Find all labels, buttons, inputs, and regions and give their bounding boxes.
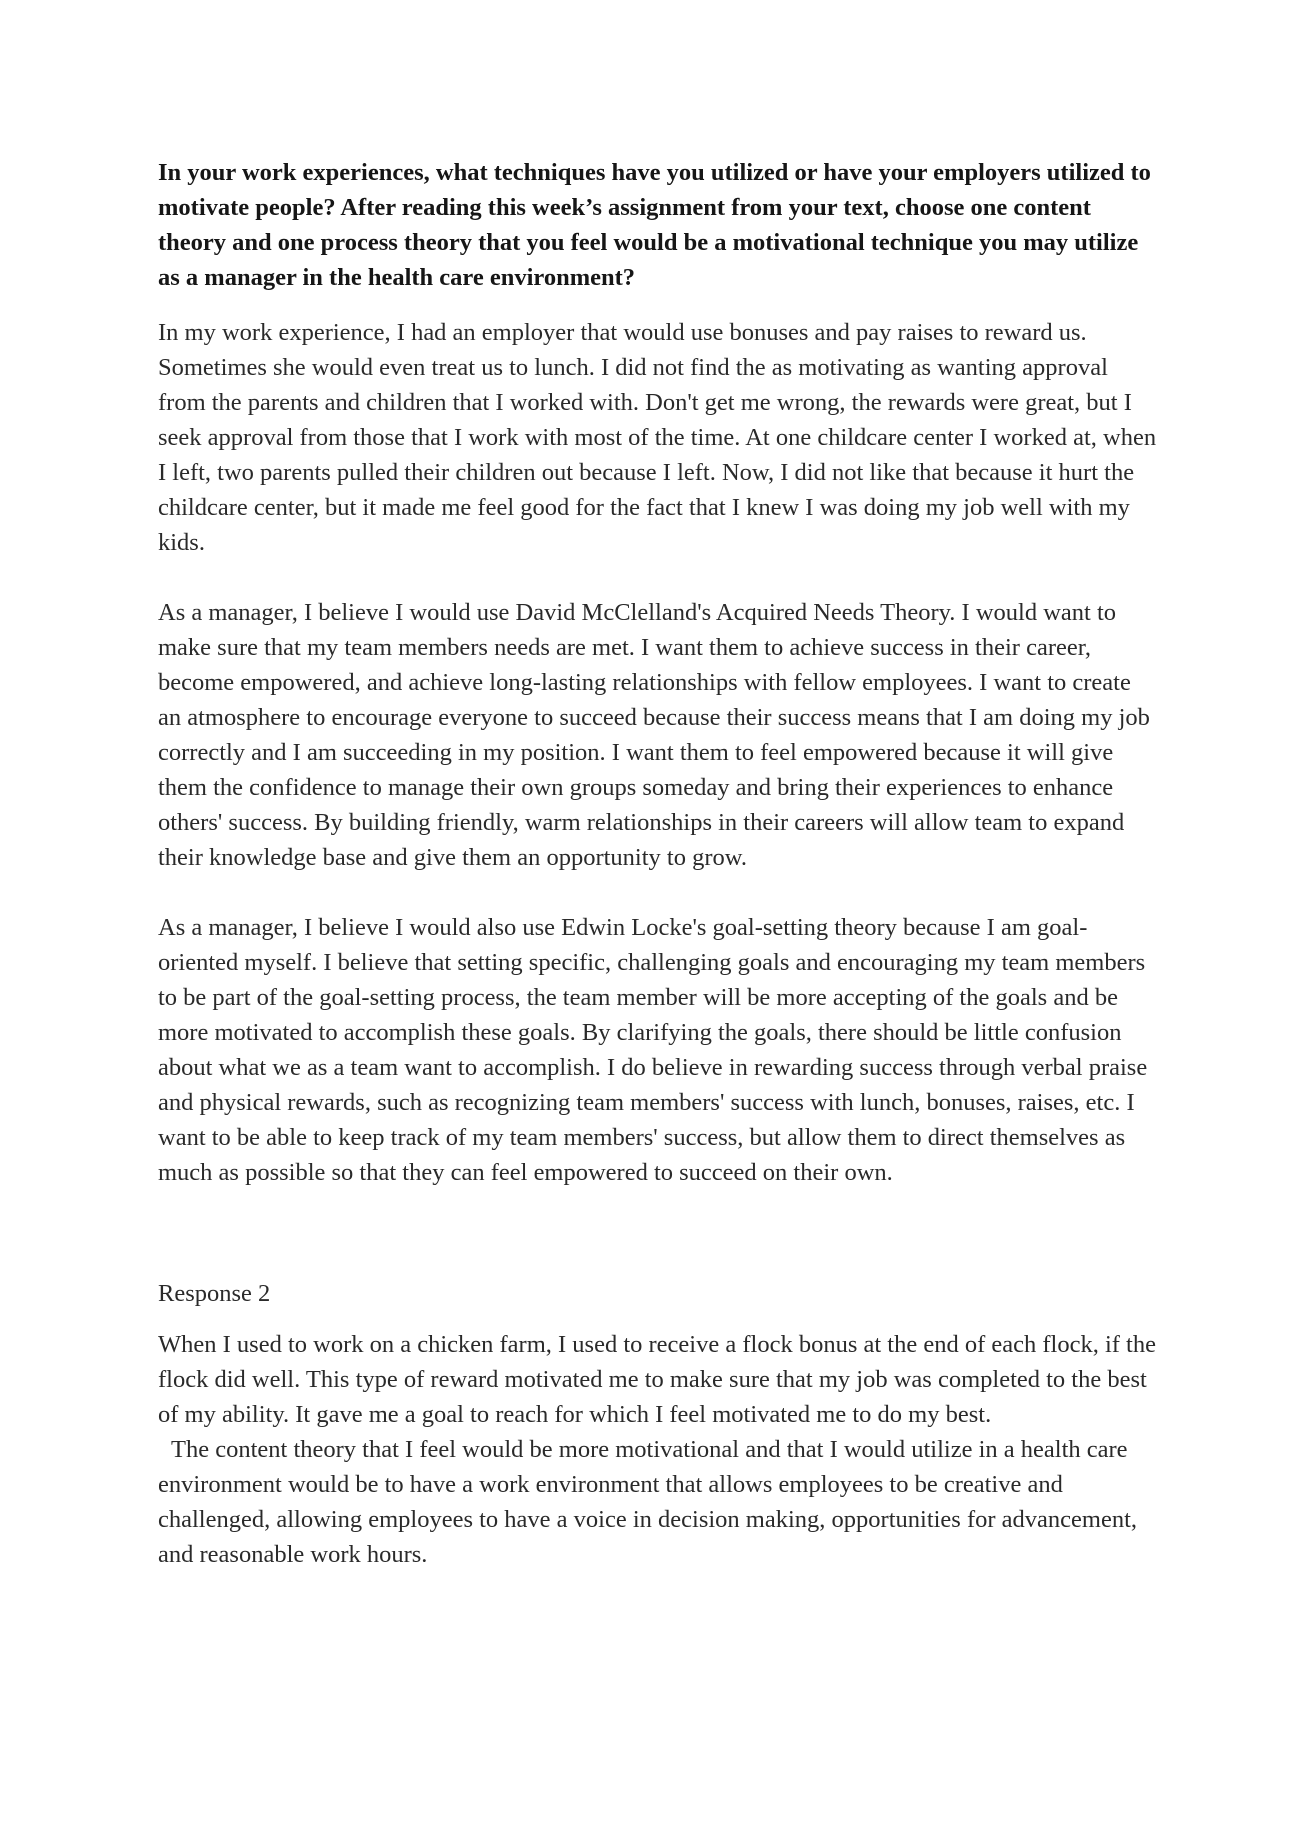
response1-paragraph-3: As a manager, I believe I would also use Edwin Locke's goal-setting theory because I am goal-oriented myself. I believe that setting specific, challenging goals and encouraging my team members to be part of the goal-setting process, the team member will be more accepting of the goals and be more motivated to accomplish these goals. By clarifying the goals, there should be little confusion about what we as a team want to accomplish. I do believe in rewarding success through verbal praise and physical rewards, such as recognizing team members' success with lunch, bonuses, raises, etc. I want to be able to keep track of my team members' success, but allow them to direct themselves as much as possible so that they can feel empowered to succeed on their own. [158,914,1148,1186]
response2-heading: Response 2 [158,1280,271,1307]
response2-paragraph-1: When I used to work on a chicken farm, I used to receive a flock bonus at the end of each flock, if the flock did well. This type of reward motivated me to make sure that my job was completed to the best of my ability. It gave me a goal to reach for which I feel motivated me to do my best. [158,1331,1156,1428]
question-prompt: In your work experiences, what techniques have you utilized or have your employers utilized to motivate people? After reading this week’s assignment from your text, choose one content theory and one process theory that you feel would be a motivational technique you may utilize as a manager in the health care environment? [158,159,1151,291]
response1-paragraph-1: In my work experience, I had an employer that would use bonuses and pay raises to reward us. Sometimes she would even treat us to lunch. I did not find the as motivating as wanting approval from the parents and children that I worked with. Don't get me wrong, the rewards were great, but I seek approval from those that I work with most of the time. At one childcare center I worked at, when I left, two parents pulled their children out because I left. Now, I did not like that because it hurt the childcare center, but it made me feel good for the fact that I knew I was doing my job well with my kids. [158,319,1157,556]
document-body [158,155,1158,1572]
response1-paragraph-2: As a manager, I believe I would use David McClelland's Acquired Needs Theory. I would want to make sure that my team members needs are met. I want them to achieve success in their career, become empowered, and achieve long-lasting relationships with fellow employees. I want to create an atmosphere to encourage everyone to succeed because their success means that I am doing my job correctly and I am succeeding in my position. I want them to feel empowered because it will give them the confidence to manage their own groups someday and bring their experiences to enhance others' success. By building friendly, warm relationships in their careers will allow team to expand their knowledge base and give them an opportunity to grow. [158,599,1150,871]
response2-paragraph-2: The content theory that I feel would be more motivational and that I would utilize in a health care environment would be to have a work environment that allows employees to be creative and challenged, allowing employees to have a voice in decision making, opportunities for advancement, and reasonable work hours. [158,1436,1138,1568]
